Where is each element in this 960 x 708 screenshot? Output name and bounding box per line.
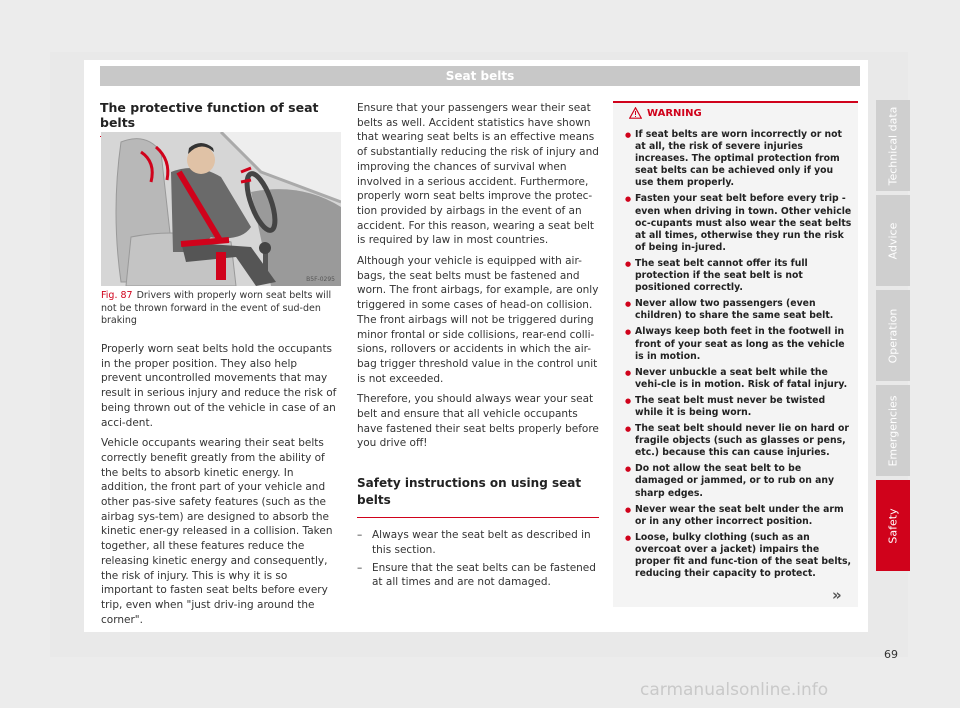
watermark: carmanualsonline.info — [640, 680, 829, 700]
warning-item: ● The seat belt cannot offer its full protection if the seat belt is not positioned correctly. — [625, 258, 852, 294]
page-number: 69 — [884, 648, 898, 661]
figure-driver-illustration — [101, 132, 341, 286]
paragraph: Although your vehicle is equipped with air-bags, the seat belts must be fastened and worn. The front airbags, for example, are only triggered in some cases of head-on collision. The front airbags will not be triggered during minor frontal or side collisions, rear-end colli-sions, rollovers or accidents in which the air-bag trigger threshold value in the control unit is not exceeded. — [357, 255, 599, 385]
warning-item: ● The seat belt must never be twisted while it is being worn. — [625, 395, 852, 419]
figure-code: B5F-0295 — [306, 276, 335, 283]
list-item: – Always wear the seat belt as described in this section. — [357, 528, 599, 557]
instruction-list — [357, 528, 599, 590]
warning-header — [613, 103, 858, 125]
warning-item: ● Loose, bulky clothing (such as an overcoat over a jacket) impairs the proper fit and func-tion of the seat belts, reducing their capacity to protect. — [625, 532, 852, 580]
warning-item: ● Never wear the seat belt under the arm or in any other incorrect position. — [625, 504, 852, 528]
warning-item: ● Always keep both feet in the footwell in front of your seat as long as the vehicle is in motion. — [625, 326, 852, 362]
driver-illustration — [101, 132, 341, 286]
continued-arrow-icon: » — [832, 586, 842, 604]
warning-item: ● Never unbuckle a seat belt while the vehi-cle is in motion. Risk of fatal injury. — [625, 367, 852, 391]
paragraph: Properly worn seat belts hold the occupants in the proper position. They also help prevent uncontrolled movements that may result in serious injury and reduce the risk of being thrown out of the vehicle in case of an acci-dent. — [101, 343, 337, 429]
tab-emergencies[interactable]: Emergencies — [876, 385, 910, 476]
warning-box — [613, 101, 858, 607]
column-2 — [357, 101, 599, 593]
paragraph: Therefore, you should always wear your seat belt and ensure that all vehicle occupants have fastened their seat belts properly before you drive off! — [357, 393, 599, 450]
warning-item: ● If seat belts are worn incorrectly or not at all, the risk of severe injuries increases. The optimal protection from seat belts can be achieved only if you use them properly. — [625, 129, 852, 189]
warning-item: ● Do not allow the seat belt to be damaged or jammed, or to rub on any sharp edges. — [625, 463, 852, 499]
subheading-safety-instructions: Safety instructions on using seat belts — [357, 457, 599, 518]
warning-title: WARNING — [647, 108, 702, 119]
paragraph: Ensure that your passengers wear their seat belts as well. Accident statistics have shown that wearing seat belts is an effective means of substantially reducing the risk of injury and improving the chances of survival when involved in a serious accident. Furthermore, properly worn seat belts improve the protec-tion provided by airbags in the event of an accident. For this reason, wearing a seat belt is required by law in most countries. — [357, 102, 599, 247]
tab-advice[interactable]: Advice — [876, 195, 910, 286]
warning-list — [613, 125, 858, 580]
paragraph: Vehicle occupants wearing their seat belts correctly benefit greatly from the ability of the belts to absorb kinetic energy. In addition, the front part of your vehicle and other pas-sive safety features (such as the airbag sys-tem) are designed to absorb the kinetic ener-gy released in a collision. Taken together, all these features reduce the releasing kinetic energy and consequently, the risk of injury. This is why it is so important to fasten seat belts before every trip, even when "just driv-ing around the corner". — [101, 437, 333, 626]
warning-item: ● Fasten your seat belt before every trip - even when driving in town. Other vehicle oc-cupants must also wear the seat belts at all times, otherwise they run the risk of being in-jured. — [625, 193, 852, 253]
warning-item: ● Never allow two passengers (even children) to share the same seat belt. — [625, 298, 852, 322]
tab-technical-data[interactable]: Technical data — [876, 100, 910, 191]
figure-caption-text: Drivers with properly worn seat belts will not be thrown forward in the event of sud-den braking — [101, 290, 332, 326]
list-item: – Ensure that the seat belts can be fastened at all times and are not damaged. — [357, 561, 599, 590]
warning-item: ● The seat belt should never lie on hard or fragile objects (such as glasses or pens, etc.) because this can cause injuries. — [625, 423, 852, 459]
section-title: The protective function of seat belts — [100, 100, 340, 137]
figure-label: Fig. 87 — [101, 290, 133, 301]
chapter-header: Seat belts — [100, 66, 860, 86]
warning-triangle-icon — [629, 107, 642, 119]
figure-caption — [101, 290, 341, 328]
tab-safety[interactable]: Safety — [876, 480, 910, 571]
side-tab-bar — [876, 100, 910, 575]
tab-operation[interactable]: Operation — [876, 290, 910, 381]
column-1 — [101, 342, 341, 633]
